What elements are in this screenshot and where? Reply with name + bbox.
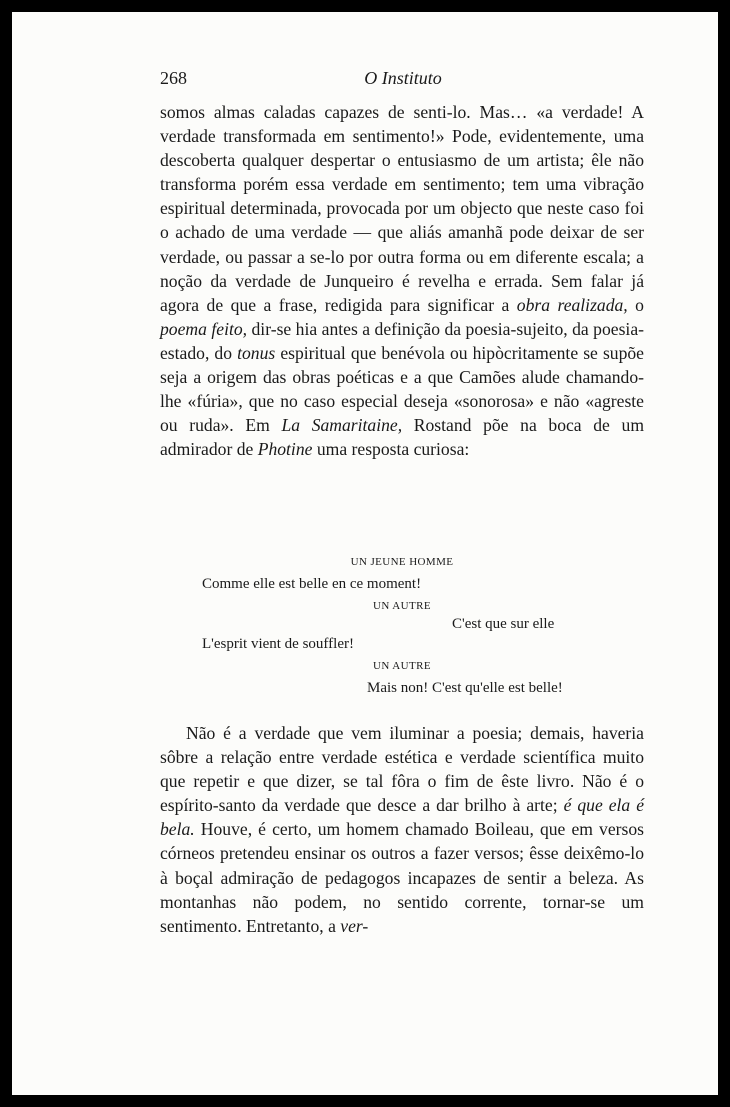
italic-run: é que ela é bela. (160, 795, 644, 840)
speaker-label: UN JEUNE HOMME (350, 556, 454, 568)
text-run: somos almas caladas capazes de senti-lo. Mas… «a verdade! A verdade transformada em sentimento!» Pode, evidentemente, uma descoberta qualquer despertar o entusiasmo de um artista; êle não transforma porém essa verdade em sentimento; tem uma vibração espiritual determinada, provocada por um objecto que neste caso foi o achado de uma verdade — que aliás amanhã pode deixar de ser verdade, ou passar a se-lo por outra forma ou em diferente escala; a noção da verdade de Junqueiro é revelha e errada. Sem falar já agora de que a frase, redigida para significar a (160, 102, 644, 315)
italic-run: La Samaritaine, (281, 415, 403, 436)
body-text (160, 100, 644, 461)
body-text-continued (160, 721, 644, 938)
running-title: O Instituto (364, 68, 442, 88)
italic-run: obra realizada, (516, 294, 628, 315)
text-run: o (627, 294, 644, 315)
paragraph-1 (160, 100, 644, 461)
italic-run: ver- (340, 915, 369, 936)
verse-quote (202, 556, 602, 698)
text-run: espiritual que benévola ou hipòcritamente se supõe seja a origem das obras poéticas e a que Camões alude chamando-lhe «fúria», que no caso especial deseja «sonorosa» e não «agreste ou ruda». Em (160, 342, 644, 436)
verse-line: L'esprit vient de souffler! (202, 636, 354, 652)
speaker-label: UN AUTRE (373, 660, 431, 672)
text-run: Não é a verdade que vem iluminar a poesia; demais, haveria sôbre a relação entre verdade estética e verdade scientífica muito que repetir e que dizer, se tal fôra o fim de êste livro. Não é o espírito-santo da verdade que desce a dar brilho à arte; (160, 723, 644, 816)
verse-line: Mais non! C'est qu'elle est belle! (367, 680, 563, 696)
speaker-label: UN AUTRE (373, 600, 431, 612)
text-run: Houve, é certo, um homem chamado Boileau, que em versos córneos pretendeu ensinar os outros a fazer versos; êsse deixêmo-lo à boçal admiração de pedagogos incapazes de sentir a beleza. As montanhas não podem, no sentido corrente, tornar-se um sentimento. Entretanto, a (160, 819, 644, 936)
page-header (160, 68, 646, 96)
verse-line: C'est que sur elle (452, 616, 555, 632)
paragraph-2 (160, 721, 644, 938)
verse-line: Comme elle est belle en ce moment! (202, 576, 422, 592)
text-run: Rostand põe na boca de um admirador de (160, 415, 645, 460)
text-run: dir-se hia antes a definição da poesia-sujeito, da poesia-estado, do (160, 318, 644, 363)
page-number: 268 (160, 68, 187, 88)
italic-run: Photine (257, 439, 313, 460)
book-page (12, 12, 718, 1095)
italic-run: poema feito, (160, 318, 248, 339)
italic-run: tonus (237, 342, 276, 363)
text-run: uma resposta curiosa: (312, 439, 470, 460)
